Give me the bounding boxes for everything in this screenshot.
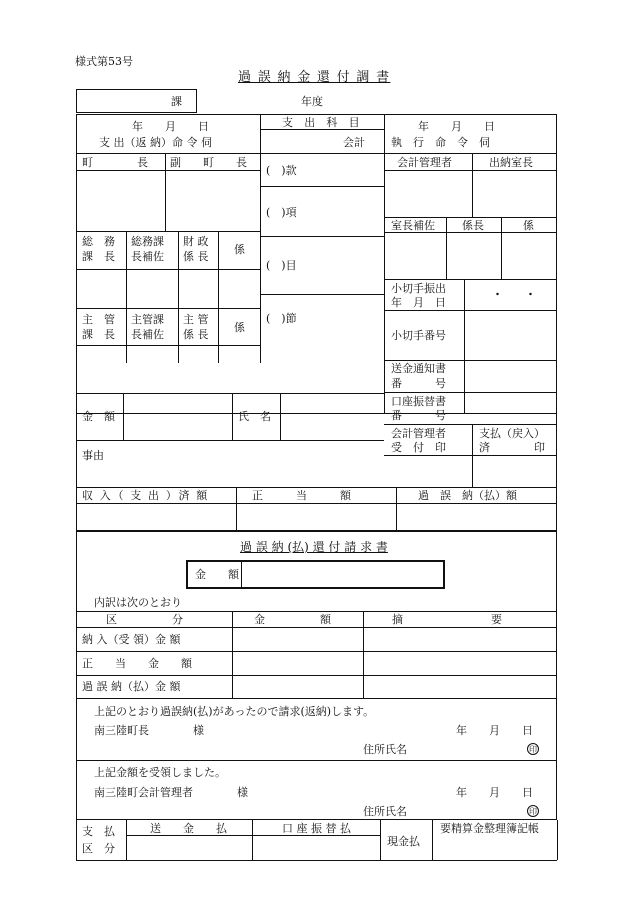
budget-moku: ( )目 [266,259,297,272]
receipt-date: 年 月 日 [456,786,533,799]
mayor-stamp-cell[interactable] [77,171,165,231]
mayor-label: 町 長 [82,156,148,169]
amount-field[interactable] [124,394,231,439]
order-date: 年 月 日 [132,120,209,133]
address-name-label-2: 住所氏名 [363,805,407,818]
correct-amount-header: 正 当 額 [252,489,351,502]
remittance-notice-label-1: 送金通知書 [391,362,446,375]
general-affairs-assistant-label-2: 長補佐 [131,250,164,263]
form-number: 様式第53号 [75,55,133,68]
row-overpaid-amount-label: 過 誤 納（払）金 額 [82,680,181,693]
general-affairs-assistant-label-1: 総務課 [131,235,164,248]
dept-staff-label: 係 [234,321,245,334]
payment-done-label-2: 済 印 [479,441,545,454]
finance-chief-label-1: 財 政 [183,235,209,248]
col-category-header: 区 分 [106,613,183,626]
department-label: 課 [171,95,182,108]
dept-subchief-label-1: 主 管 [183,313,209,326]
row-correct-amount-label: 正 当 金 額 [82,657,192,670]
request-title: 過 誤 納 (払) 還 付 請 求 書 [240,540,388,554]
sub-chief-label: 係長 [462,219,484,232]
fiscal-year-label: 年度 [301,95,323,108]
payment-type-label-2: 区 分 [82,842,115,855]
received-amount-field[interactable] [77,504,235,530]
account-title-label: 支 出 科 目 [282,116,364,129]
request-date: 年 月 日 [456,724,533,737]
deputy-mayor-stamp-cell[interactable] [166,171,259,231]
row1-amount-field[interactable] [233,628,362,650]
overpaid-amount-header: 過 誤 納（払）額 [418,489,517,502]
dept-chief-label-1: 主 管 [82,313,115,326]
row2-amount-field[interactable] [233,652,362,674]
transfer-checkbox[interactable] [253,836,379,859]
cash-payment-label: 現金払 [387,835,420,848]
dept-chief-label-2: 課 長 [82,328,115,341]
treasurer-label: 会計管理者 [397,156,452,169]
check-number-label: 小切手番号 [391,329,446,342]
remittance-notice-label-2: 番 号 [391,377,446,390]
settlement-ledger-label: 要精算金整理簿記帳 [440,822,539,835]
finance-chief-label-2: 係 長 [183,250,209,263]
budget-setsu: ( )節 [266,312,297,325]
request-amount-field[interactable] [243,562,443,587]
breakdown-label: 内訳は次のとおり [94,596,182,609]
exec-date: 年 月 日 [418,120,495,133]
row-paid-amount-label: 納 入（受 領）金 額 [82,633,181,646]
section-staff-label: 係 [234,243,245,256]
transfer-number-label-2: 番 号 [391,409,446,422]
correct-amount-field[interactable] [237,504,395,530]
assistant-chief-label: 室長補佐 [391,219,435,232]
reason-field[interactable] [77,462,383,486]
col-amount-header: 金 額 [254,613,331,626]
page-title: 過 誤 納 金 還 付 調 書 [238,70,391,85]
deputy-mayor-label: 副 町 長 [170,156,247,169]
account-transfer-label: 口 座 振 替 払 [282,822,351,835]
receipt-statement: 上記金額を受領しました。 [94,766,226,779]
general-affairs-chief-label-1: 総 務 [82,235,115,248]
treasurer-addressee: 南三陸町会計管理者 様 [94,786,248,799]
remittance-payment-label: 送 金 払 [150,822,227,835]
amount-label: 金 額 [82,410,115,423]
received-amount-header: 収 入（ 支 出 ）済 額 [82,489,209,502]
check-issue-date-label-2: 年 月 日 [391,296,446,309]
seal-icon: 印 [529,807,537,816]
general-affairs-chief-label-2: 課 長 [82,250,115,263]
order-label: 支 出（返 納）命 令 伺 [99,136,212,149]
exec-order-label: 執 行 命 令 伺 [391,136,490,149]
request-amount-label: 金 額 [195,568,239,581]
check-issue-date-label-1: 小切手振出 [391,282,446,295]
mayor-addressee: 南三陸町長 様 [94,724,204,737]
transfer-number-label-1: 口座振替書 [391,395,446,408]
address-name-label-1: 住所氏名 [363,743,407,756]
cashier-chief-label: 出納室長 [489,156,533,169]
dept-subchief-label-2: 係 長 [183,328,209,341]
budget-kan: ( )款 [266,164,297,177]
check-issue-date-field[interactable]: ・ ・ [492,288,536,301]
seal-icon: 印 [529,745,537,754]
treasurer-receipt-label-2: 受 付 印 [391,441,446,454]
remittance-checkbox[interactable] [127,836,251,859]
dept-assistant-label-1: 主管課 [131,313,164,326]
payment-done-label-1: 支払（戻入） [479,427,545,440]
row3-amount-field[interactable] [233,676,362,697]
reason-label: 事由 [82,449,104,462]
col-remarks-header: 摘 要 [392,613,502,626]
request-statement: 上記のとおり過誤納(払)があったので請求(返納)します。 [94,705,375,718]
staff-label: 係 [523,219,534,232]
budget-ko: ( )項 [266,206,297,219]
kaikei-label: 会計 [343,136,365,149]
name-field[interactable] [281,394,383,439]
payment-type-label-1: 支 払 [82,825,115,838]
dept-assistant-label-2: 長補佐 [131,328,164,341]
name-label: 氏 名 [238,410,271,423]
treasurer-receipt-label-1: 会計管理者 [391,427,446,440]
overpaid-amount-field[interactable] [397,504,556,530]
